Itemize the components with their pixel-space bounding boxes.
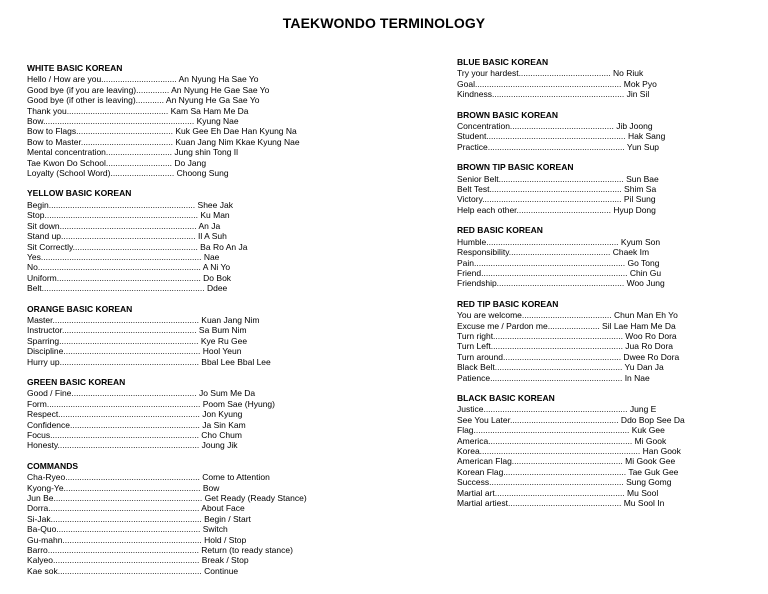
term-entry: Cha-Ryeo......................................................... Come to Attention — [27, 472, 270, 483]
term-entry: Respect............................................................ Jon Kyung — [27, 409, 243, 420]
term-entry: See You Later.............................................. Ddo Bop See Da — [457, 414, 685, 425]
term-entry: Practice.......................................................... Yun Sup — [457, 141, 660, 152]
term-entry: Belt Test........................................................ Shim Sa — [457, 184, 657, 195]
term-entry: Turn Left........................................................ Jua Ro Dora — [457, 341, 674, 352]
right-column — [457, 57, 757, 518]
section-heading: RED BASIC KOREAN — [457, 225, 543, 236]
term-entry: Ba-Quo............................................................. Switch — [27, 524, 228, 535]
term-entry: Pain................................................................ Go Tong — [457, 257, 660, 268]
term-entry: Bow................................................................ Kyung Nae — [27, 116, 239, 127]
term-entry: Sit Correctly..................................................... Ba Ro An Ja — [27, 241, 248, 252]
term-entry: Yes.................................................................... Nae — [27, 251, 220, 262]
term-entry: Barro................................................................ Return (to ready stance) — [27, 545, 293, 556]
section-heading: BLACK BASIC KOREAN — [457, 392, 555, 403]
section-blue — [457, 57, 757, 100]
page-title: TAEKWONDO TERMINOLOGY — [282, 15, 486, 31]
section-heading: BLUE BASIC KOREAN — [457, 57, 549, 67]
term-entry: Bow to Flags......................................... Kuk Gee Eh Dae Han Kyung Na — [27, 126, 297, 137]
term-entry: Concentration............................................ Jib Joong — [457, 121, 653, 132]
term-entry: Turn around.................................................. Dwee Ro Dora — [457, 351, 680, 362]
section-yellow — [27, 188, 387, 293]
section-brown-tip — [457, 162, 757, 215]
section-heading: WHITE BASIC KOREAN — [27, 63, 123, 73]
term-entry: Victory........................................................... Pil Sung — [457, 194, 656, 205]
term-entry: Instructor......................................................... Sa Bum Nim — [27, 325, 247, 336]
term-entry: Friendship...................................................... Woo Jung — [457, 278, 665, 289]
section-green — [27, 377, 387, 451]
term-entry: Flag.................................................................. Kuk Gee — [457, 425, 665, 436]
term-entry: Martial artiest................................................ Mu Sool In — [457, 498, 665, 509]
term-entry: American Flag............................................... Mi Gook Gee — [457, 456, 676, 467]
term-entry: Help each other........................................ Hyup Dong — [457, 204, 656, 215]
term-entry: Stand up......................................................... Il A Suh — [27, 231, 227, 242]
term-entry: Good bye (if you are leaving).............. An Nyung He Gae Sae Yo — [27, 84, 270, 95]
section-commands — [27, 461, 387, 576]
term-entry: Black Belt...................................................... Yu Dan Ja — [457, 362, 664, 373]
term-entry: Sit down.......................................................... An Ja — [27, 220, 221, 231]
section-heading: BROWN BASIC KOREAN — [457, 109, 559, 120]
term-entry: Focus............................................................... Cho Chum — [27, 430, 242, 440]
term-entry: Goal.............................................................. Mok Pyo — [457, 78, 657, 89]
term-entry: Tae Kwon Do School............................ Do Jang — [27, 157, 207, 168]
term-entry: Bow to Master....................................... Kuan Jang Nim Kkae Kyung Nae — [27, 136, 300, 147]
term-entry: Try your hardest....................................... No Riuk — [457, 68, 644, 79]
section-red-tip — [457, 299, 757, 383]
term-entry: Kindness........................................................ Jin Sil — [457, 89, 650, 100]
term-entry: Loyalty (School Word)........................... Choong Sung — [27, 168, 229, 179]
term-entry: Thank you........................................... Kam Sa Ham Me Da — [27, 105, 249, 116]
term-entry: Success......................................................... Sung Gomg — [457, 477, 672, 488]
term-entry: Kae sok............................................................. Continue — [27, 565, 239, 576]
term-entry: Patience........................................................ In Nae — [457, 372, 650, 383]
term-entry: Justice............................................................. Jung E — [457, 404, 657, 415]
section-heading: GREEN BASIC KOREAN — [27, 376, 126, 387]
term-entry: Hurry up........................................................... Bbal Lee Bbal Lee — [27, 356, 271, 367]
term-entry: Hello / How are you................................ An Nyung Ha Sae Yo — [27, 74, 259, 85]
section-black — [457, 393, 757, 508]
term-entry: Excuse me / Pardon me...................... Sil Lae Ham Me Da — [457, 320, 676, 331]
section-brown — [457, 110, 757, 153]
term-entry: Kyong-Ye.......................................................... Bow — [27, 482, 220, 493]
section-heading: COMMANDS — [27, 460, 78, 471]
term-entry: Good bye (if other is leaving)............ An Nyung He Ga Sae Yo — [27, 95, 260, 106]
term-entry: Sparring........................................................... Kye Ru Gee — [27, 335, 248, 346]
term-entry: Mental concentration............................ Jung shin Tong Il — [27, 147, 239, 158]
term-entry: Belt..................................................................... Ddee — [27, 283, 228, 294]
term-entry: Turn right....................................................... Woo Ro Dora — [457, 330, 677, 341]
term-entry: Master.............................................................. Kuan Jang Nim — [27, 314, 260, 325]
term-entry: Honesty............................................................ Joung Jik — [27, 440, 238, 451]
term-entry: Confidence....................................................... Ja Sin Kam — [27, 419, 246, 430]
term-entry: Form................................................................. Poom Sae (Hyung) — [27, 398, 275, 409]
section-heading: RED TIP BASIC KOREAN — [457, 298, 559, 309]
term-entry: Begin.............................................................. Shee Jak — [27, 199, 233, 210]
term-entry: Dorra................................................................ About Face — [27, 503, 245, 514]
term-entry: Jun Be............................................................... Get Ready (Ready Stance) — [27, 493, 307, 504]
term-entry: Si-Jak................................................................ Begin / Start — [27, 513, 251, 524]
left-column — [27, 63, 387, 586]
term-entry: Friend.............................................................. Chin Gu — [457, 267, 662, 278]
term-entry: Gu-mahn........................................................... Hold / Stop — [27, 534, 247, 545]
term-entry: No..................................................................... A Ni Yo — [27, 262, 231, 273]
term-entry: Korea.................................................................... Han Gook — [457, 446, 681, 456]
term-entry: America............................................................. Mi Gook — [457, 435, 667, 446]
term-entry: Martial art....................................................... Mu Sool — [457, 487, 659, 498]
section-heading: ORANGE BASIC KOREAN — [27, 303, 133, 314]
term-entry: Korean Flag.................................................... Tae Guk Gee — [457, 466, 679, 477]
term-entry: Stop................................................................. Ku Man — [27, 210, 230, 221]
term-entry: You are welcome...................................... Chun Man Eh Yo — [457, 310, 678, 321]
section-orange — [27, 304, 387, 367]
section-heading: BROWN TIP BASIC KOREAN — [457, 162, 574, 173]
term-entry: Senior Belt..................................................... Sun Bae — [457, 173, 659, 184]
term-entry: Good / Fine..................................................... Jo Sum Me Da — [27, 388, 256, 399]
term-entry: Student........................................................... Hak Sang — [457, 131, 666, 142]
term-entry: Responsibility........................................... Chaek Im — [457, 247, 650, 258]
term-entry: Kalyeo.............................................................. Break / Stop — [27, 555, 249, 566]
section-white — [27, 63, 387, 178]
term-entry: Discipline.......................................................... Hool Yeun — [27, 346, 242, 357]
section-red — [457, 225, 757, 288]
term-entry: Humble........................................................ Kyum Son — [457, 236, 661, 247]
term-entry: Uniform............................................................. Do Bok — [27, 272, 232, 283]
section-heading: YELLOW BASIC KOREAN — [27, 188, 132, 199]
